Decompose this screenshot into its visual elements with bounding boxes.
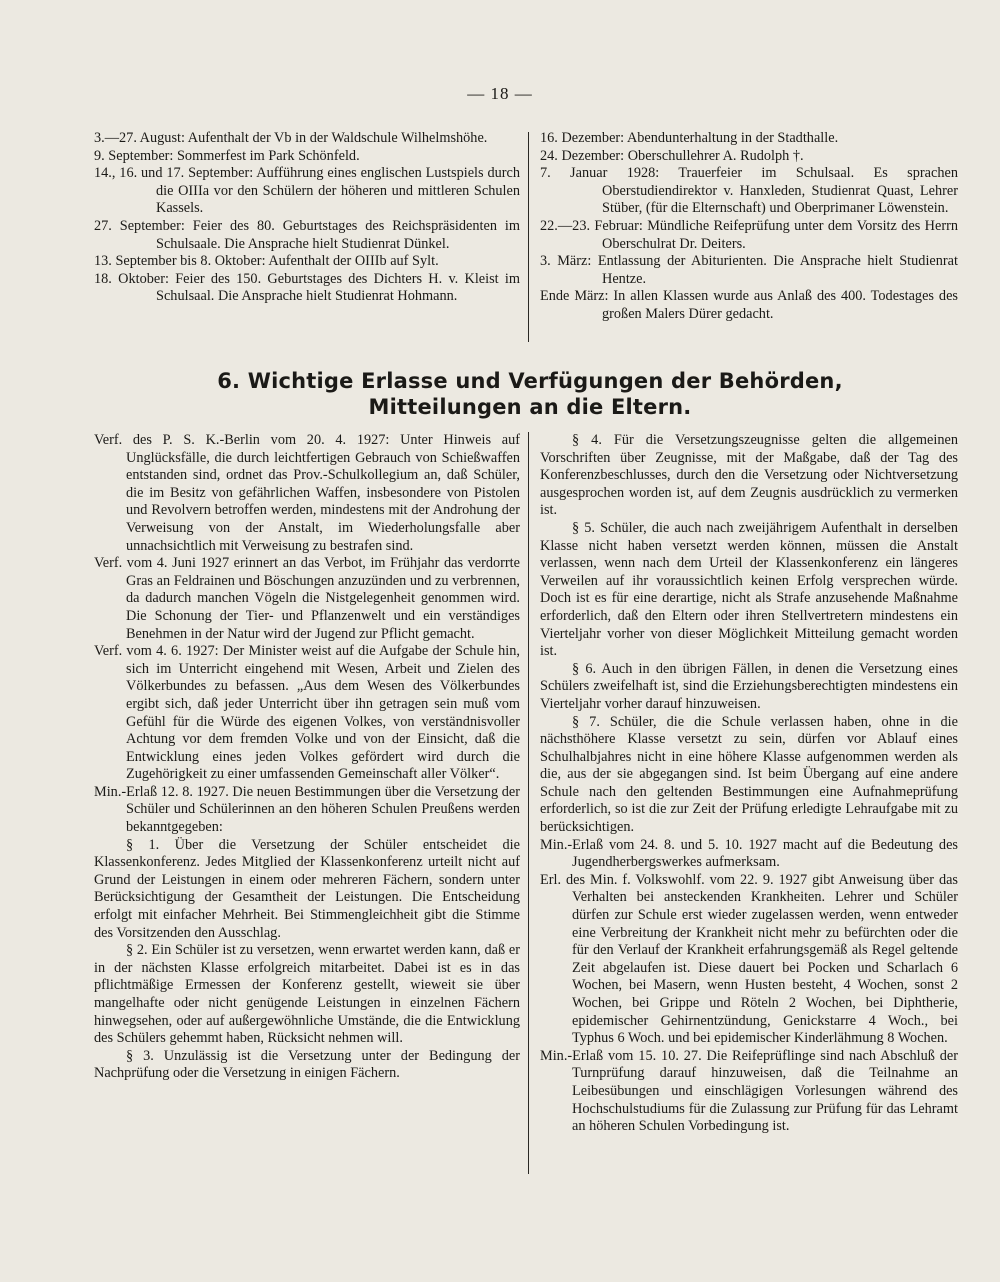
decree-paragraph: Verf. vom 4. 6. 1927: Der Minister weist auf die Aufgabe der Schule hin, sich im Unterricht eingehend mit Wesen, Arbeit und Zielen des Völkerbundes zu befassen. „Aus dem Wesen des Völkerbundes ergibt sich, daß jeder Unterricht über ihn getragen sein muß vom Gefühl für die Würde des eigenen Volkes, von verständnisvoller Achtung vor dem fremden Volke und von der Einsicht, daß die Entwicklung eines jeden Volkes gefördert wird durch die Zugehörigkeit zu einer umfassenden Gemeinschaft aller Völker“.: [94, 643, 520, 783]
chronicle-entry: 18. Oktober: Feier des 150. Geburtstages des Dichters H. v. Kleist im Schulsaal. Die Ansprache hielt Studienrat Hohmann.: [94, 270, 520, 305]
chronicle-entry: 9. September: Sommerfest im Park Schönfeld.: [94, 147, 360, 164]
chronicle-entry: Ende März: In allen Klassen wurde aus Anlaß des 400. Todestages des großen Malers Dürer gedacht.: [540, 288, 958, 322]
section-title-line: Mitteilungen an die Eltern.: [368, 395, 692, 419]
chronicle-entry: 14., 16. und 17. September: Aufführung eines englischen Lustspiels durch die OIIIa vor den Schülern der höheren und mittleren Schulen Kassels.: [94, 165, 520, 217]
decrees-left-column: [94, 432, 520, 1083]
chronicle-entry: 3. März: Entlassung der Abiturienten. Die Ansprache hielt Studienrat Hentze.: [540, 253, 958, 287]
decree-paragraph: Min.-Erlaß vom 24. 8. und 5. 10. 1927 macht auf die Bedeutung des Jugendherbergswerkes aufmerksam.: [540, 836, 958, 871]
section-title-line: 6. Wichtige Erlasse und Verfügungen der Behörden,: [217, 369, 843, 393]
decree-paragraph: Verf. des P. S. K.-Berlin vom 20. 4. 1927: Unter Hinweis auf Unglücksfälle, die durch leichtfertigen Gebrauch von Schießwaffen entstanden sind, ordnet das Prov.-Schulkollegium an, daß Schüler, die im Besitz von gefährlichen Waffen, insbesondere von Pistolen und Revolvern betroffen werden, mindestens mit der Androhung der Verweisung von der Anstalt, im Wiederholungsfalle aber unnachsichtlich mit Verweisung zu bestrafen sind.: [94, 432, 520, 554]
chronicle-entry: 22.—23. Februar: Mündliche Reifeprüfung unter dem Vorsitz des Herrn Oberschulrat Dr. Deiters.: [540, 217, 958, 252]
decree-paragraph: Min.-Erlaß 12. 8. 1927. Die neuen Bestimmungen über die Versetzung der Schüler und Schülerinnen an den höheren Schulen Preußens werden bekanntgegeben:: [94, 783, 520, 836]
decree-paragraph: Erl. des Min. f. Volkswohlf. vom 22. 9. 1927 gibt Anweisung über das Verhalten bei ansteckenden Krankheiten. Lehrer und Schüler dürfen zur Schule erst wieder zugelassen werden, wenn entweder eine Verbreitung der Krankheit nicht mehr zu befürchten oder die für den Verlauf der Krankheit erfahrungsgemäß als Regel geltende Zeit abgelaufen ist. Diese dauert bei Pocken und Scharlach 6 Wochen, bei Masern, wenn Husten besteht, 4 Wochen, sonst 2 Wochen, bei Grippe und Röteln 2 Wochen, bei Diphtherie, epidemischer Gehirnentzündung, Genickstarre 4 Woch., bei Typhus 6 Woch. und bei epidemischer Kinderlähmung 8 Wochen.: [540, 871, 958, 1047]
column-divider: [528, 132, 529, 342]
column-divider: [528, 432, 529, 1174]
section-paragraph: § 5. Schüler, die auch nach zweijährigem Aufenthalt in derselben Klasse nicht haben versetzt werden können, müssen die Anstalt verlassen, wenn nach dem Urteil der Klassenkonferenz ein längeres Verweilen auf ihr voraussichtlich keinen Erfolg versprechen würde. Doch ist es für eine derartige, nicht als Strafe anzusehende Maßnahme erforderlich, daß den Eltern oder ihren Stellvertretern mindestens ein Vierteljahr vorher von dieser Möglichkeit Mitteilung gemacht worden ist.: [540, 519, 958, 660]
section-paragraph: § 2. Ein Schüler ist zu versetzen, wenn erwartet werden kann, daß er in der nächsten Klasse erfolgreich mitarbeitet. Dabei ist es in das pflichtmäßige Ermessen der Konferenz gestellt, wieweit sie über mangelhafte oder nicht genügende Leistungen in einzelnen Fächern hinwegsehen, oder auf außergewöhnliche Umstände, die die Entwicklung des Schülers gehemmt haben, Rücksicht nehmen will.: [94, 942, 520, 1047]
chronicle-entry: 27. September: Feier des 80. Geburtstages des Reichspräsidenten im Schulsaale. Die Ansprache hielt Studienrat Dünkel.: [94, 217, 520, 252]
decrees-right-column: [540, 432, 958, 1136]
section-paragraph: § 7. Schüler, die die Schule verlassen haben, ohne in die nächsthöhere Klasse versetzt zu sein, dürfen vor Ablauf eines Schulhalbjahres nicht in eine höhere Klasse aufgenommen werden als die, aus der sie abgegangen sind. Ist beim Übergang auf eine andere Schule nach den geltenden Bestimmungen eine Aufnahmeprüfung erforderlich, so ist die zur Zeit der Prüfung erledigte Lehraufgabe mit zu berücksichtigen.: [540, 713, 958, 836]
chronicle-entry: 7. Januar 1928: Trauerfeier im Schulsaal. Es sprachen Oberstudiendirektor v. Hanxleden, Studienrat Quast, Lehrer Stüber, (für die Elternschaft) und Oberprimaner Löwenstein.: [540, 165, 958, 217]
chronicle-entry: 13. September bis 8. Oktober: Aufenthalt der OIIIb auf Sylt.: [94, 253, 439, 270]
chronicle-entry: 24. Dezember: Oberschullehrer A. Rudolph †.: [540, 147, 804, 164]
decree-paragraph: Verf. vom 4. Juni 1927 erinnert an das Verbot, im Frühjahr das verdorrte Gras an Feldrainen und Böschungen anzuzünden und zu verbrennen, da dadurch manchen Vögeln die Nistgelegenheit genommen wird. Die Schonung der Tier- und Pflanzenwelt und ein verständiges Benehmen in der Natur wird der Jugend zur Pflicht gemacht.: [94, 555, 520, 642]
page-number: — 18 —: [467, 84, 533, 103]
section-paragraph: § 4. Für die Versetzungszeugnisse gelten die allgemeinen Vorschriften über Zeugnisse, mit der Maßgabe, daß der Tag des Konferenzbeschlusses, durch den die Versetzung oder Nichtversetzung ausgesprochen worden ist, auf dem Zeugnis ausdrücklich zu vermerken ist.: [540, 432, 958, 519]
section-paragraph: § 1. Über die Versetzung der Schüler entscheidet die Klassenkonferenz. Jedes Mitglied der Klassenkonferenz urteilt nicht auf Grund der Leistungen in einem oder mehreren Fächern, sondern unter Berücksichtigung der Gesamtheit der Leistungen. Die Entscheidung erfolgt mit einfacher Mehrheit. Bei Stimmengleichheit gibt die Stimme des Vorsitzenden den Ausschlag.: [94, 836, 520, 941]
chronicle-entry: 16. Dezember: Abendunterhaltung in der Stadthalle.: [540, 130, 839, 146]
chronicle-right-column: [540, 130, 958, 324]
chronicle-left-column: [94, 130, 520, 306]
chronicle-entry: 3.—27. August: Aufenthalt der Vb in der Waldschule Wilhelmshöhe.: [94, 130, 488, 146]
section-paragraph: § 3. Unzulässig ist die Versetzung unter der Bedingung der Nachprüfung oder die Versetzung in einigen Fächern.: [94, 1047, 520, 1082]
decree-paragraph: Min.-Erlaß vom 15. 10. 27. Die Reifeprüflinge sind nach Abschluß der Turnprüfung darauf hinzuweisen, daß die Teilnahme an Leibesübungen und einschlägigen Vorlesungen während des Hochschulstudiums für die Zulassung zur Prüfung für das Lehramt an höheren Schulen Vorbedingung ist.: [540, 1047, 958, 1135]
section-paragraph: § 6. Auch in den übrigen Fällen, in denen die Versetzung eines Schülers zweifelhaft ist, sind die Erziehungsberechtigten mindestens ein Vierteljahr vorher darauf hinzuweisen.: [540, 660, 958, 712]
section-heading: [150, 368, 910, 420]
